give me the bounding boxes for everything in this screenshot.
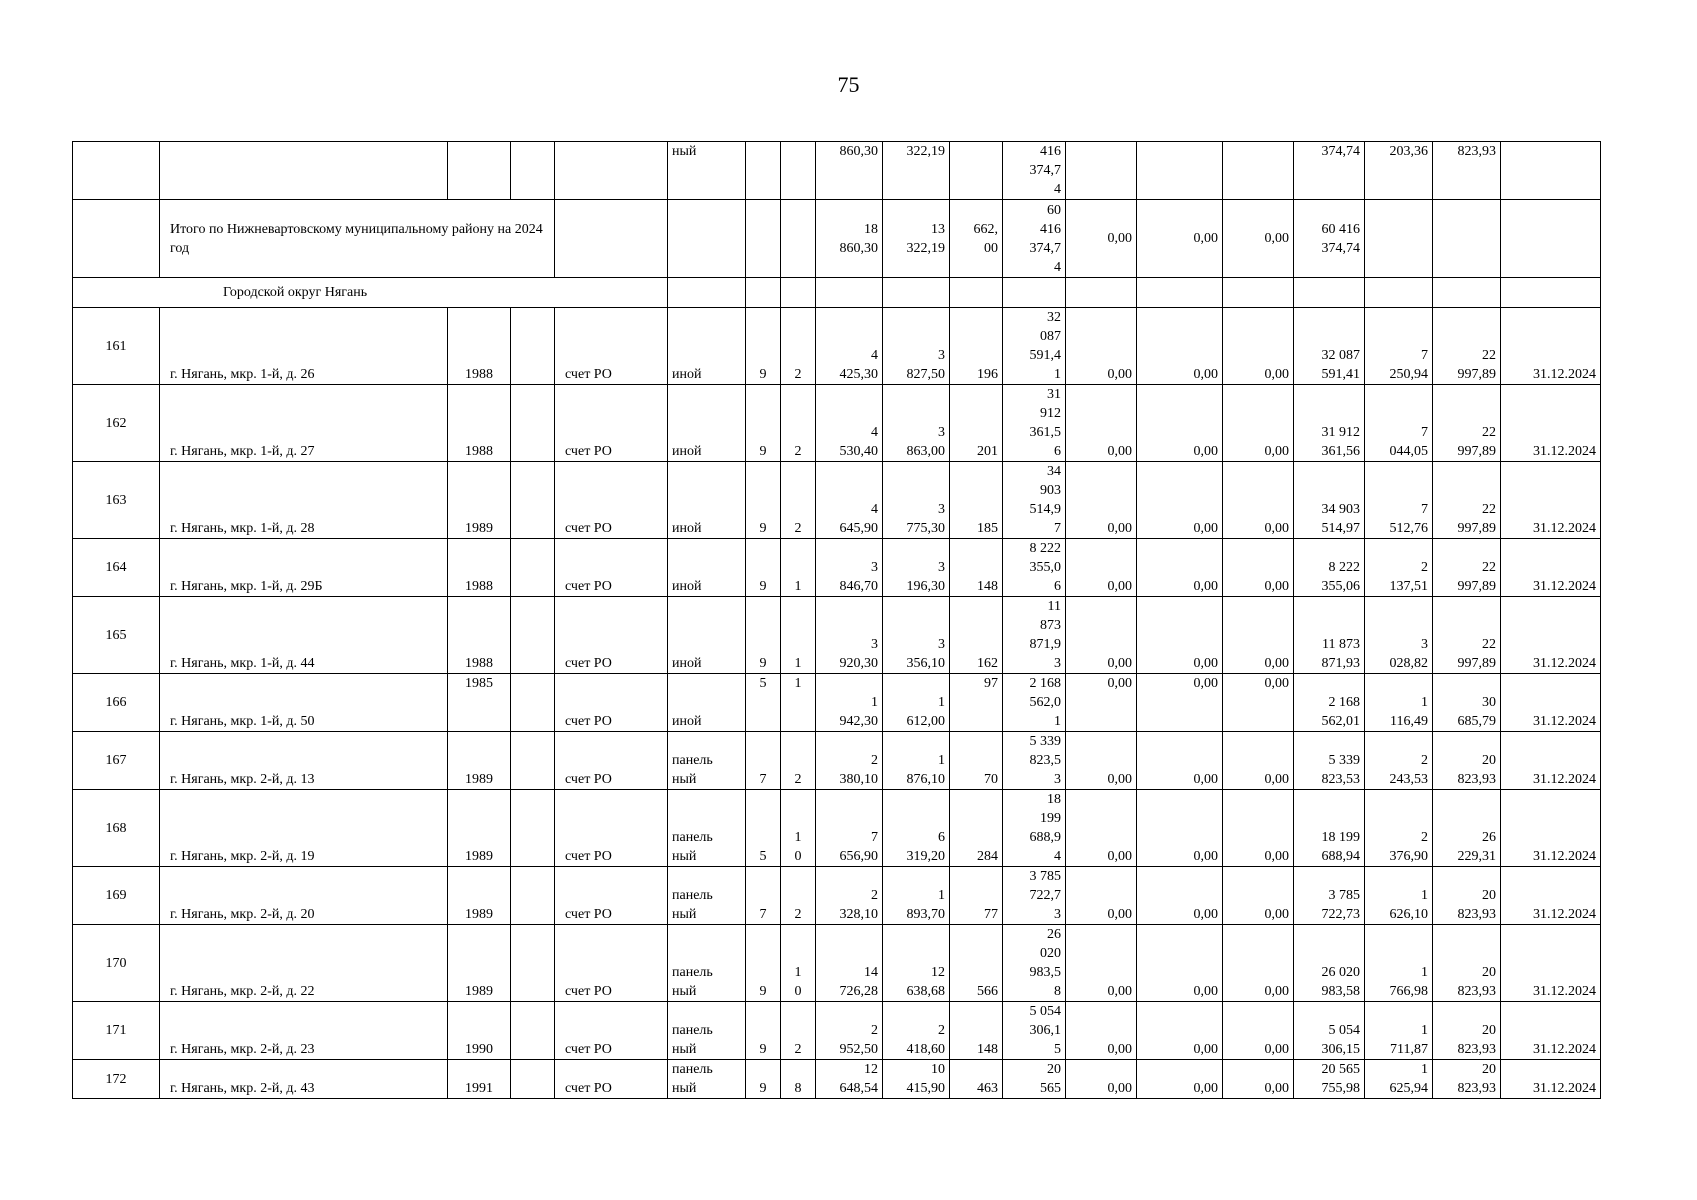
fund-c-cell: 0,00 <box>1223 200 1294 278</box>
table-row <box>73 867 1601 925</box>
fund-account-cell: счет РО <box>555 732 668 790</box>
entrances-cell: 2 <box>781 462 816 539</box>
area-living-cell: 12 638,68 <box>883 925 950 1002</box>
deadline-cell: 31.12.2024 <box>1501 462 1601 539</box>
registry-table <box>72 141 1601 1099</box>
area-total-cell: 7 656,90 <box>816 790 883 867</box>
section-heading-row <box>73 278 1601 308</box>
limit-per-m2-cell: 22 997,89 <box>1433 308 1501 385</box>
build-year-cell: 1989 <box>448 867 511 925</box>
empty-cell <box>511 539 555 597</box>
fund-b-cell: 0,00 <box>1137 790 1223 867</box>
cost-ro-cell: 31 912 361,56 <box>1294 385 1365 462</box>
empty-cell <box>511 597 555 674</box>
floors-cell: 9 <box>746 385 781 462</box>
address-cell: г. Нягань, мкр. 1-й, д. 44 <box>160 597 448 674</box>
area-living-cell: 13 322,19 <box>883 200 950 278</box>
wall-material-cell: панель ный <box>668 732 746 790</box>
cost-per-m2-cell: 1 116,49 <box>1365 674 1433 732</box>
empty-cell <box>511 732 555 790</box>
residents-cell: 662, 00 <box>950 200 1003 278</box>
cost-per-m2-cell: 7 512,76 <box>1365 462 1433 539</box>
fund-a-cell: 0,00 <box>1066 732 1137 790</box>
fund-c-cell: 0,00 <box>1223 308 1294 385</box>
floors-cell: 9 <box>746 597 781 674</box>
fund-account-cell: счет РО <box>555 597 668 674</box>
cost-ro-cell: 32 087 591,41 <box>1294 308 1365 385</box>
fund-b-cell: 0,00 <box>1137 674 1223 732</box>
fund-c-cell: 0,00 <box>1223 1060 1294 1099</box>
entrances-cell: 2 <box>781 732 816 790</box>
cost-ro-cell: 11 873 871,93 <box>1294 597 1365 674</box>
cost-ro-cell: 5 339 823,53 <box>1294 732 1365 790</box>
residents-cell: 162 <box>950 597 1003 674</box>
empty-cell <box>511 925 555 1002</box>
area-total-cell: 12 648,54 <box>816 1060 883 1099</box>
fund-a-cell: 0,00 <box>1066 674 1137 732</box>
fund-c-cell: 0,00 <box>1223 597 1294 674</box>
residents-cell: 97 <box>950 674 1003 732</box>
area-total-cell: 1 942,30 <box>816 674 883 732</box>
table-row <box>73 308 1601 385</box>
wall-material-cell: иной <box>668 539 746 597</box>
floors-cell: 7 <box>746 867 781 925</box>
residents-cell: 566 <box>950 925 1003 1002</box>
area-living-cell: 1 893,70 <box>883 867 950 925</box>
address-cell: г. Нягань, мкр. 2-й, д. 13 <box>160 732 448 790</box>
empty-cell <box>511 308 555 385</box>
area-total-cell: 2 328,10 <box>816 867 883 925</box>
address-cell: г. Нягань, мкр. 2-й, д. 19 <box>160 790 448 867</box>
wall-material-cell: иной <box>668 597 746 674</box>
fund-b-cell: 0,00 <box>1137 308 1223 385</box>
area-living-cell: 6 319,20 <box>883 790 950 867</box>
wall-material-cell: панель ный <box>668 925 746 1002</box>
fund-a-cell: 0,00 <box>1066 385 1137 462</box>
build-year-cell: 1988 <box>448 385 511 462</box>
cost-per-m2-cell: 1 626,10 <box>1365 867 1433 925</box>
row-number-cell: 166 <box>73 674 160 732</box>
empty-cell <box>511 385 555 462</box>
build-year-cell: 1989 <box>448 790 511 867</box>
fund-b-cell: 0,00 <box>1137 462 1223 539</box>
fund-c-cell: 0,00 <box>1223 925 1294 1002</box>
row-number-cell: 170 <box>73 925 160 1002</box>
area-total-cell: 2 380,10 <box>816 732 883 790</box>
deadline-cell: 31.12.2024 <box>1501 867 1601 925</box>
limit-per-m2-cell: 20 823,93 <box>1433 867 1501 925</box>
cost-ro-cell: 34 903 514,97 <box>1294 462 1365 539</box>
build-year-cell: 1988 <box>448 597 511 674</box>
area-living-cell: 3 356,10 <box>883 597 950 674</box>
cost-total-cell: 416 374,7 4 <box>1003 142 1066 200</box>
wall-material-cell: панель ный <box>668 1060 746 1099</box>
empty-cell <box>511 790 555 867</box>
cost-total-cell: 18 199 688,9 4 <box>1003 790 1066 867</box>
area-total-cell: 3 846,70 <box>816 539 883 597</box>
cost-total-cell: 31 912 361,5 6 <box>1003 385 1066 462</box>
entrances-cell: 1 <box>781 597 816 674</box>
limit-per-m2-cell: 30 685,79 <box>1433 674 1501 732</box>
floors-cell: 9 <box>746 1060 781 1099</box>
fund-b-cell: 0,00 <box>1137 385 1223 462</box>
entrances-cell: 2 <box>781 867 816 925</box>
entrances-cell: 1 0 <box>781 790 816 867</box>
cost-total-cell: 5 054 306,1 5 <box>1003 1002 1066 1060</box>
fund-b-cell: 0,00 <box>1137 539 1223 597</box>
cost-ro-cell: 8 222 355,06 <box>1294 539 1365 597</box>
empty-cell <box>511 674 555 732</box>
build-year-cell: 1989 <box>448 732 511 790</box>
residents-cell: 148 <box>950 539 1003 597</box>
cost-total-cell: 3 785 722,7 3 <box>1003 867 1066 925</box>
row-number-cell: 161 <box>73 308 160 385</box>
cost-ro-cell: 26 020 983,58 <box>1294 925 1365 1002</box>
limit-per-m2-cell: 22 997,89 <box>1433 597 1501 674</box>
entrances-cell: 2 <box>781 385 816 462</box>
cost-total-cell: 34 903 514,9 7 <box>1003 462 1066 539</box>
area-living-cell: 10 415,90 <box>883 1060 950 1099</box>
cost-total-cell: 20 565 <box>1003 1060 1066 1099</box>
cost-total-cell: 2 168 562,0 1 <box>1003 674 1066 732</box>
wall-material-cell: панель ный <box>668 790 746 867</box>
fund-b-cell: 0,00 <box>1137 867 1223 925</box>
fund-a-cell: 0,00 <box>1066 1002 1137 1060</box>
address-cell: г. Нягань, мкр. 2-й, д. 22 <box>160 925 448 1002</box>
empty-cell <box>511 1002 555 1060</box>
deadline-cell: 31.12.2024 <box>1501 539 1601 597</box>
empty-cell <box>511 1060 555 1099</box>
wall-material-cell: иной <box>668 385 746 462</box>
floors-cell: 7 <box>746 732 781 790</box>
cost-per-m2-cell: 2 376,90 <box>1365 790 1433 867</box>
cost-per-m2-cell: 203,36 <box>1365 142 1433 200</box>
cost-total-cell: 11 873 871,9 3 <box>1003 597 1066 674</box>
fund-account-cell: счет РО <box>555 539 668 597</box>
deadline-cell: 31.12.2024 <box>1501 790 1601 867</box>
cost-per-m2-cell: 3 028,82 <box>1365 597 1433 674</box>
fund-account-cell: счет РО <box>555 308 668 385</box>
fund-account-cell: счет РО <box>555 790 668 867</box>
fund-a-cell: 0,00 <box>1066 867 1137 925</box>
total-row <box>73 200 1601 278</box>
entrances-cell: 1 <box>781 674 816 732</box>
section-heading: Городской округ Нягань <box>73 278 668 308</box>
area-total-cell: 18 860,30 <box>816 200 883 278</box>
empty-cell <box>511 462 555 539</box>
cost-total-cell: 60 416 374,7 4 <box>1003 200 1066 278</box>
limit-per-m2-cell: 22 997,89 <box>1433 385 1501 462</box>
area-total-cell: 4 530,40 <box>816 385 883 462</box>
floors-cell: 9 <box>746 462 781 539</box>
address-cell: г. Нягань, мкр. 1-й, д. 28 <box>160 462 448 539</box>
fund-account-cell: счет РО <box>555 385 668 462</box>
empty-cell <box>511 867 555 925</box>
fund-b-cell: 0,00 <box>1137 200 1223 278</box>
deadline-cell: 31.12.2024 <box>1501 308 1601 385</box>
fund-a-cell: 0,00 <box>1066 308 1137 385</box>
wall-material-cell: ный <box>668 142 746 200</box>
fund-account-cell: счет РО <box>555 925 668 1002</box>
row-number-cell: 169 <box>73 867 160 925</box>
table-row <box>73 1060 1601 1099</box>
fund-c-cell: 0,00 <box>1223 385 1294 462</box>
area-living-cell: 3 196,30 <box>883 539 950 597</box>
cost-per-m2-cell: 1 711,87 <box>1365 1002 1433 1060</box>
fund-c-cell: 0,00 <box>1223 867 1294 925</box>
floors-cell: 9 <box>746 1002 781 1060</box>
address-cell: г. Нягань, мкр. 2-й, д. 20 <box>160 867 448 925</box>
wall-material-cell: панель ный <box>668 867 746 925</box>
floors-cell: 9 <box>746 308 781 385</box>
wall-material-cell: иной <box>668 308 746 385</box>
area-total-cell: 2 952,50 <box>816 1002 883 1060</box>
row-number-cell: 165 <box>73 597 160 674</box>
limit-per-m2-cell: 20 823,93 <box>1433 1060 1501 1099</box>
entrances-cell: 8 <box>781 1060 816 1099</box>
table-row <box>73 925 1601 1002</box>
cost-ro-cell: 2 168 562,01 <box>1294 674 1365 732</box>
area-total-cell: 4 645,90 <box>816 462 883 539</box>
area-total-cell: 4 425,30 <box>816 308 883 385</box>
fund-a-cell: 0,00 <box>1066 1060 1137 1099</box>
wall-material-cell: панель ный <box>668 1002 746 1060</box>
entrances-cell: 1 0 <box>781 925 816 1002</box>
row-number-cell: 167 <box>73 732 160 790</box>
cost-ro-cell: 60 416 374,74 <box>1294 200 1365 278</box>
cost-ro-cell: 5 054 306,15 <box>1294 1002 1365 1060</box>
table-row <box>73 462 1601 539</box>
fund-c-cell: 0,00 <box>1223 1002 1294 1060</box>
address-cell: г. Нягань, мкр. 1-й, д. 29Б <box>160 539 448 597</box>
table-row <box>73 732 1601 790</box>
floors-cell: 5 <box>746 790 781 867</box>
continuation-row <box>73 142 1601 200</box>
fund-a-cell: 0,00 <box>1066 925 1137 1002</box>
entrances-cell: 1 <box>781 539 816 597</box>
fund-c-cell: 0,00 <box>1223 790 1294 867</box>
area-living-cell: 1 876,10 <box>883 732 950 790</box>
cost-total-cell: 26 020 983,5 8 <box>1003 925 1066 1002</box>
build-year-cell: 1991 <box>448 1060 511 1099</box>
area-living-cell: 1 612,00 <box>883 674 950 732</box>
build-year-cell: 1985 <box>448 674 511 732</box>
fund-b-cell: 0,00 <box>1137 597 1223 674</box>
deadline-cell: 31.12.2024 <box>1501 925 1601 1002</box>
fund-a-cell: 0,00 <box>1066 597 1137 674</box>
table-row <box>73 539 1601 597</box>
fund-b-cell: 0,00 <box>1137 1060 1223 1099</box>
deadline-cell: 31.12.2024 <box>1501 674 1601 732</box>
address-cell: г. Нягань, мкр. 1-й, д. 50 <box>160 674 448 732</box>
row-number-cell: 171 <box>73 1002 160 1060</box>
fund-a-cell: 0,00 <box>1066 539 1137 597</box>
row-number-cell: 163 <box>73 462 160 539</box>
limit-per-m2-cell: 20 823,93 <box>1433 1002 1501 1060</box>
cost-total-cell: 32 087 591,4 1 <box>1003 308 1066 385</box>
address-cell: г. Нягань, мкр. 1-й, д. 27 <box>160 385 448 462</box>
cost-per-m2-cell: 1 766,98 <box>1365 925 1433 1002</box>
cost-per-m2-cell: 7 044,05 <box>1365 385 1433 462</box>
fund-account-cell: счет РО <box>555 867 668 925</box>
wall-material-cell: иной <box>668 462 746 539</box>
area-total-cell: 14 726,28 <box>816 925 883 1002</box>
area-living-cell: 322,19 <box>883 142 950 200</box>
area-living-cell: 3 827,50 <box>883 308 950 385</box>
table-row <box>73 597 1601 674</box>
total-label: Итого по Нижневартовскому муниципальному району на 2024 год <box>160 200 555 278</box>
limit-per-m2-cell: 26 229,31 <box>1433 790 1501 867</box>
fund-c-cell: 0,00 <box>1223 539 1294 597</box>
cost-per-m2-cell: 1 625,94 <box>1365 1060 1433 1099</box>
fund-account-cell: счет РО <box>555 1002 668 1060</box>
table-row <box>73 1002 1601 1060</box>
deadline-cell: 31.12.2024 <box>1501 385 1601 462</box>
build-year-cell: 1990 <box>448 1002 511 1060</box>
build-year-cell: 1988 <box>448 308 511 385</box>
cost-ro-cell: 374,74 <box>1294 142 1365 200</box>
floors-cell: 9 <box>746 925 781 1002</box>
entrances-cell: 2 <box>781 1002 816 1060</box>
build-year-cell: 1988 <box>448 539 511 597</box>
cost-per-m2-cell: 2 243,53 <box>1365 732 1433 790</box>
residents-cell: 185 <box>950 462 1003 539</box>
cost-per-m2-cell: 7 250,94 <box>1365 308 1433 385</box>
fund-a-cell: 0,00 <box>1066 462 1137 539</box>
cost-per-m2-cell: 2 137,51 <box>1365 539 1433 597</box>
fund-b-cell: 0,00 <box>1137 1002 1223 1060</box>
fund-c-cell: 0,00 <box>1223 674 1294 732</box>
cost-total-cell: 8 222 355,0 6 <box>1003 539 1066 597</box>
row-number-cell: 172 <box>73 1060 160 1099</box>
deadline-cell: 31.12.2024 <box>1501 597 1601 674</box>
residents-cell: 77 <box>950 867 1003 925</box>
fund-account-cell: счет РО <box>555 674 668 732</box>
fund-b-cell: 0,00 <box>1137 925 1223 1002</box>
residents-cell: 196 <box>950 308 1003 385</box>
area-living-cell: 3 775,30 <box>883 462 950 539</box>
fund-account-cell: счет РО <box>555 462 668 539</box>
limit-per-m2-cell: 20 823,93 <box>1433 925 1501 1002</box>
residents-cell: 70 <box>950 732 1003 790</box>
entrances-cell: 2 <box>781 308 816 385</box>
build-year-cell: 1989 <box>448 925 511 1002</box>
residents-cell: 148 <box>950 1002 1003 1060</box>
table-row <box>73 790 1601 867</box>
deadline-cell: 31.12.2024 <box>1501 1002 1601 1060</box>
cost-ro-cell: 3 785 722,73 <box>1294 867 1365 925</box>
row-number-cell: 162 <box>73 385 160 462</box>
floors-cell: 5 <box>746 674 781 732</box>
wall-material-cell: иной <box>668 674 746 732</box>
area-living-cell: 3 863,00 <box>883 385 950 462</box>
address-cell: г. Нягань, мкр. 2-й, д. 23 <box>160 1002 448 1060</box>
cost-ro-cell: 20 565 755,98 <box>1294 1060 1365 1099</box>
build-year-cell: 1989 <box>448 462 511 539</box>
area-living-cell: 2 418,60 <box>883 1002 950 1060</box>
address-cell: г. Нягань, мкр. 1-й, д. 26 <box>160 308 448 385</box>
area-total-cell: 3 920,30 <box>816 597 883 674</box>
floors-cell: 9 <box>746 539 781 597</box>
fund-b-cell: 0,00 <box>1137 732 1223 790</box>
cost-ro-cell: 18 199 688,94 <box>1294 790 1365 867</box>
fund-a-cell: 0,00 <box>1066 200 1137 278</box>
fund-c-cell: 0,00 <box>1223 462 1294 539</box>
limit-per-m2-cell: 823,93 <box>1433 142 1501 200</box>
table-row <box>73 385 1601 462</box>
row-number-cell: 168 <box>73 790 160 867</box>
row-number-cell: 164 <box>73 539 160 597</box>
area-total-cell: 860,30 <box>816 142 883 200</box>
deadline-cell: 31.12.2024 <box>1501 732 1601 790</box>
residents-cell: 463 <box>950 1060 1003 1099</box>
limit-per-m2-cell: 20 823,93 <box>1433 732 1501 790</box>
fund-account-cell: счет РО <box>555 1060 668 1099</box>
limit-per-m2-cell: 22 997,89 <box>1433 539 1501 597</box>
residents-cell: 201 <box>950 385 1003 462</box>
fund-c-cell: 0,00 <box>1223 732 1294 790</box>
deadline-cell: 31.12.2024 <box>1501 1060 1601 1099</box>
residents-cell: 284 <box>950 790 1003 867</box>
cost-total-cell: 5 339 823,5 3 <box>1003 732 1066 790</box>
address-cell: г. Нягань, мкр. 2-й, д. 43 <box>160 1060 448 1099</box>
limit-per-m2-cell: 22 997,89 <box>1433 462 1501 539</box>
page-number: 75 <box>837 72 860 97</box>
fund-a-cell: 0,00 <box>1066 790 1137 867</box>
table-row <box>73 674 1601 732</box>
